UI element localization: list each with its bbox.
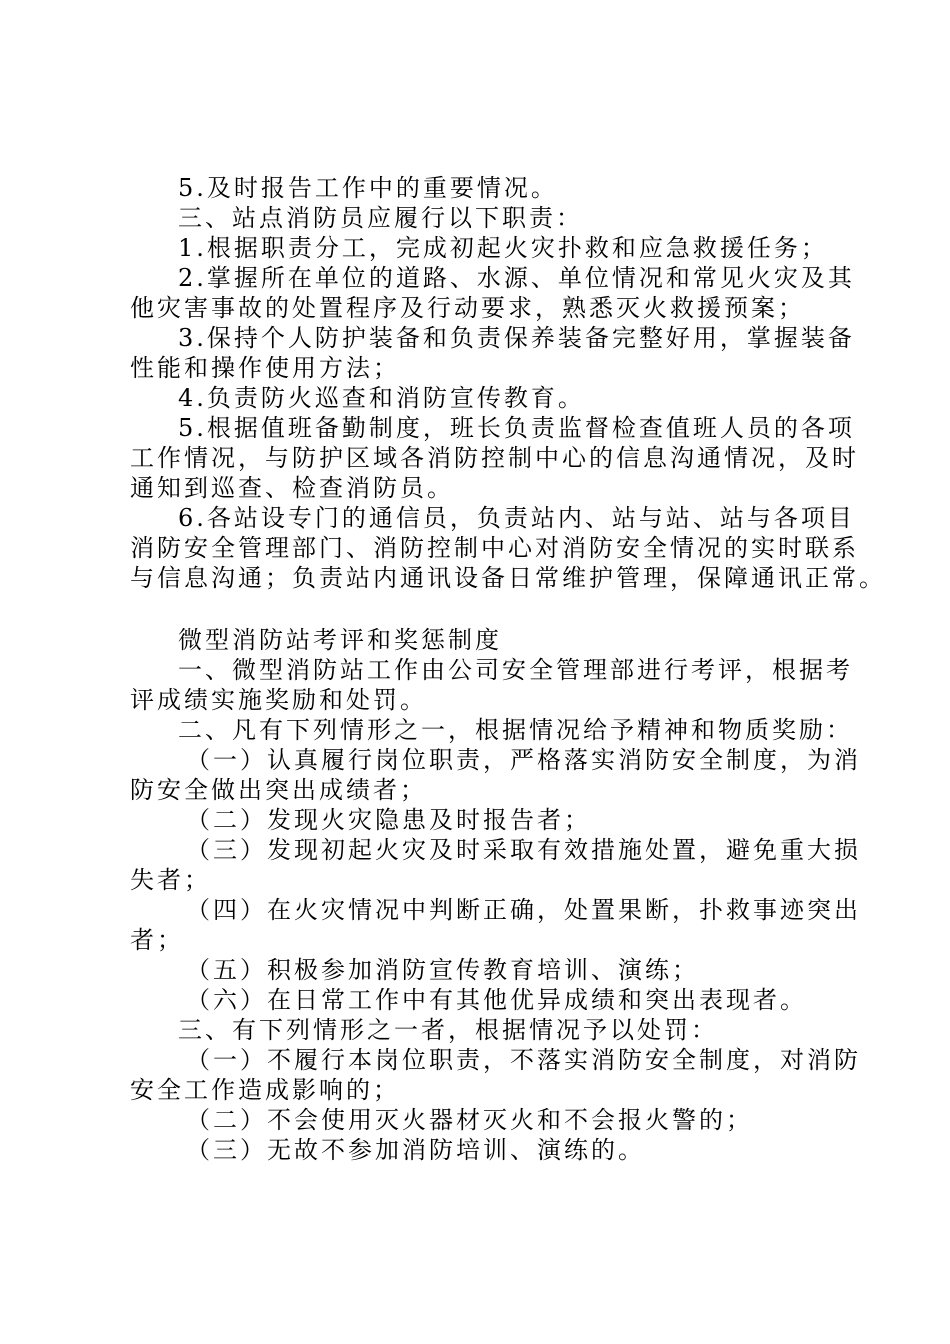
section-title: 微型消防站考评和奖惩制度 — [178, 626, 502, 654]
section-gap — [130, 593, 852, 625]
paragraph-line: 6.各站设专门的通信员，负责站内、站与站、站与各项目 — [178, 504, 855, 532]
paragraph-line: 二、凡有下列情形之一，根据情况给予精神和物质奖励： — [178, 716, 853, 744]
paragraph-line: （二）发现火灾隐患及时报告者； — [186, 806, 591, 834]
paragraph-line: （四）在火灾情况中判断正确，处置果断，扑救事迹突出 — [186, 896, 861, 924]
paragraph-line: （三）发现初起火灾及时采取有效措施处置，避免重大损 — [186, 836, 861, 864]
paragraph-line: 消防安全管理部门、消防控制中心对消防安全情况的实时联系 — [130, 534, 859, 562]
paragraph-line: 2.掌握所在单位的道路、水源、单位情况和常见火灾及其 — [178, 264, 855, 292]
paragraph-line: （五）积极参加消防宣传教育培训、演练； — [186, 956, 699, 984]
paragraph-line: 他灾害事故的处置程序及行动要求，熟悉灭火救援预案； — [130, 294, 805, 322]
document-body — [130, 173, 886, 1165]
paragraph-line: 一、微型消防站工作由公司安全管理部进行考评，根据考 — [178, 656, 853, 684]
paragraph-line: （一）认真履行岗位职责，严格落实消防安全制度，为消 — [186, 746, 861, 774]
paragraph-line: （六）在日常工作中有其他优异成绩和突出表现者。 — [186, 986, 807, 1014]
paragraph-line: 三、站点消防员应履行以下职责： — [178, 204, 583, 232]
paragraph-line: （二）不会使用灭火器材灭火和不会报火警的； — [186, 1106, 753, 1134]
paragraph-line: 防安全做出突出成绩者； — [130, 776, 427, 804]
paragraph-line: 5.及时报告工作中的重要情况。 — [178, 174, 558, 202]
paragraph-line: 工作情况，与防护区域各消防控制中心的信息沟通情况，及时 — [130, 444, 859, 472]
paragraph-line: 1.根据职责分工，完成初起火灾扑救和应急救援任务； — [178, 234, 828, 262]
paragraph-line: 失者； — [130, 866, 211, 894]
paragraph-line: （三）无故不参加消防培训、演练的。 — [186, 1136, 645, 1164]
paragraph-line: 通知到巡查、检查消防员。 — [130, 474, 454, 502]
paragraph-line: 3.保持个人防护装备和负责保养装备完整好用，掌握装备 — [178, 324, 855, 352]
paragraph-line: 与信息沟通；负责站内通讯设备日常维护管理，保障通讯正常。 — [130, 564, 886, 592]
paragraph-line: 安全工作造成影响的； — [130, 1076, 400, 1104]
paragraph-line: （一）不履行本岗位职责，不落实消防安全制度，对消防 — [186, 1046, 861, 1074]
paragraph-line: 性能和操作使用方法； — [130, 354, 400, 382]
paragraph-line: 5.根据值班备勤制度，班长负责监督检查值班人员的各项 — [178, 414, 855, 442]
paragraph-line: 者； — [130, 926, 184, 954]
paragraph-line: 三、有下列情形之一者，根据情况予以处罚： — [178, 1016, 718, 1044]
paragraph-line: 评成绩实施奖励和处罚。 — [130, 686, 427, 714]
paragraph-line: 4.负责防火巡查和消防宣传教育。 — [178, 384, 585, 412]
